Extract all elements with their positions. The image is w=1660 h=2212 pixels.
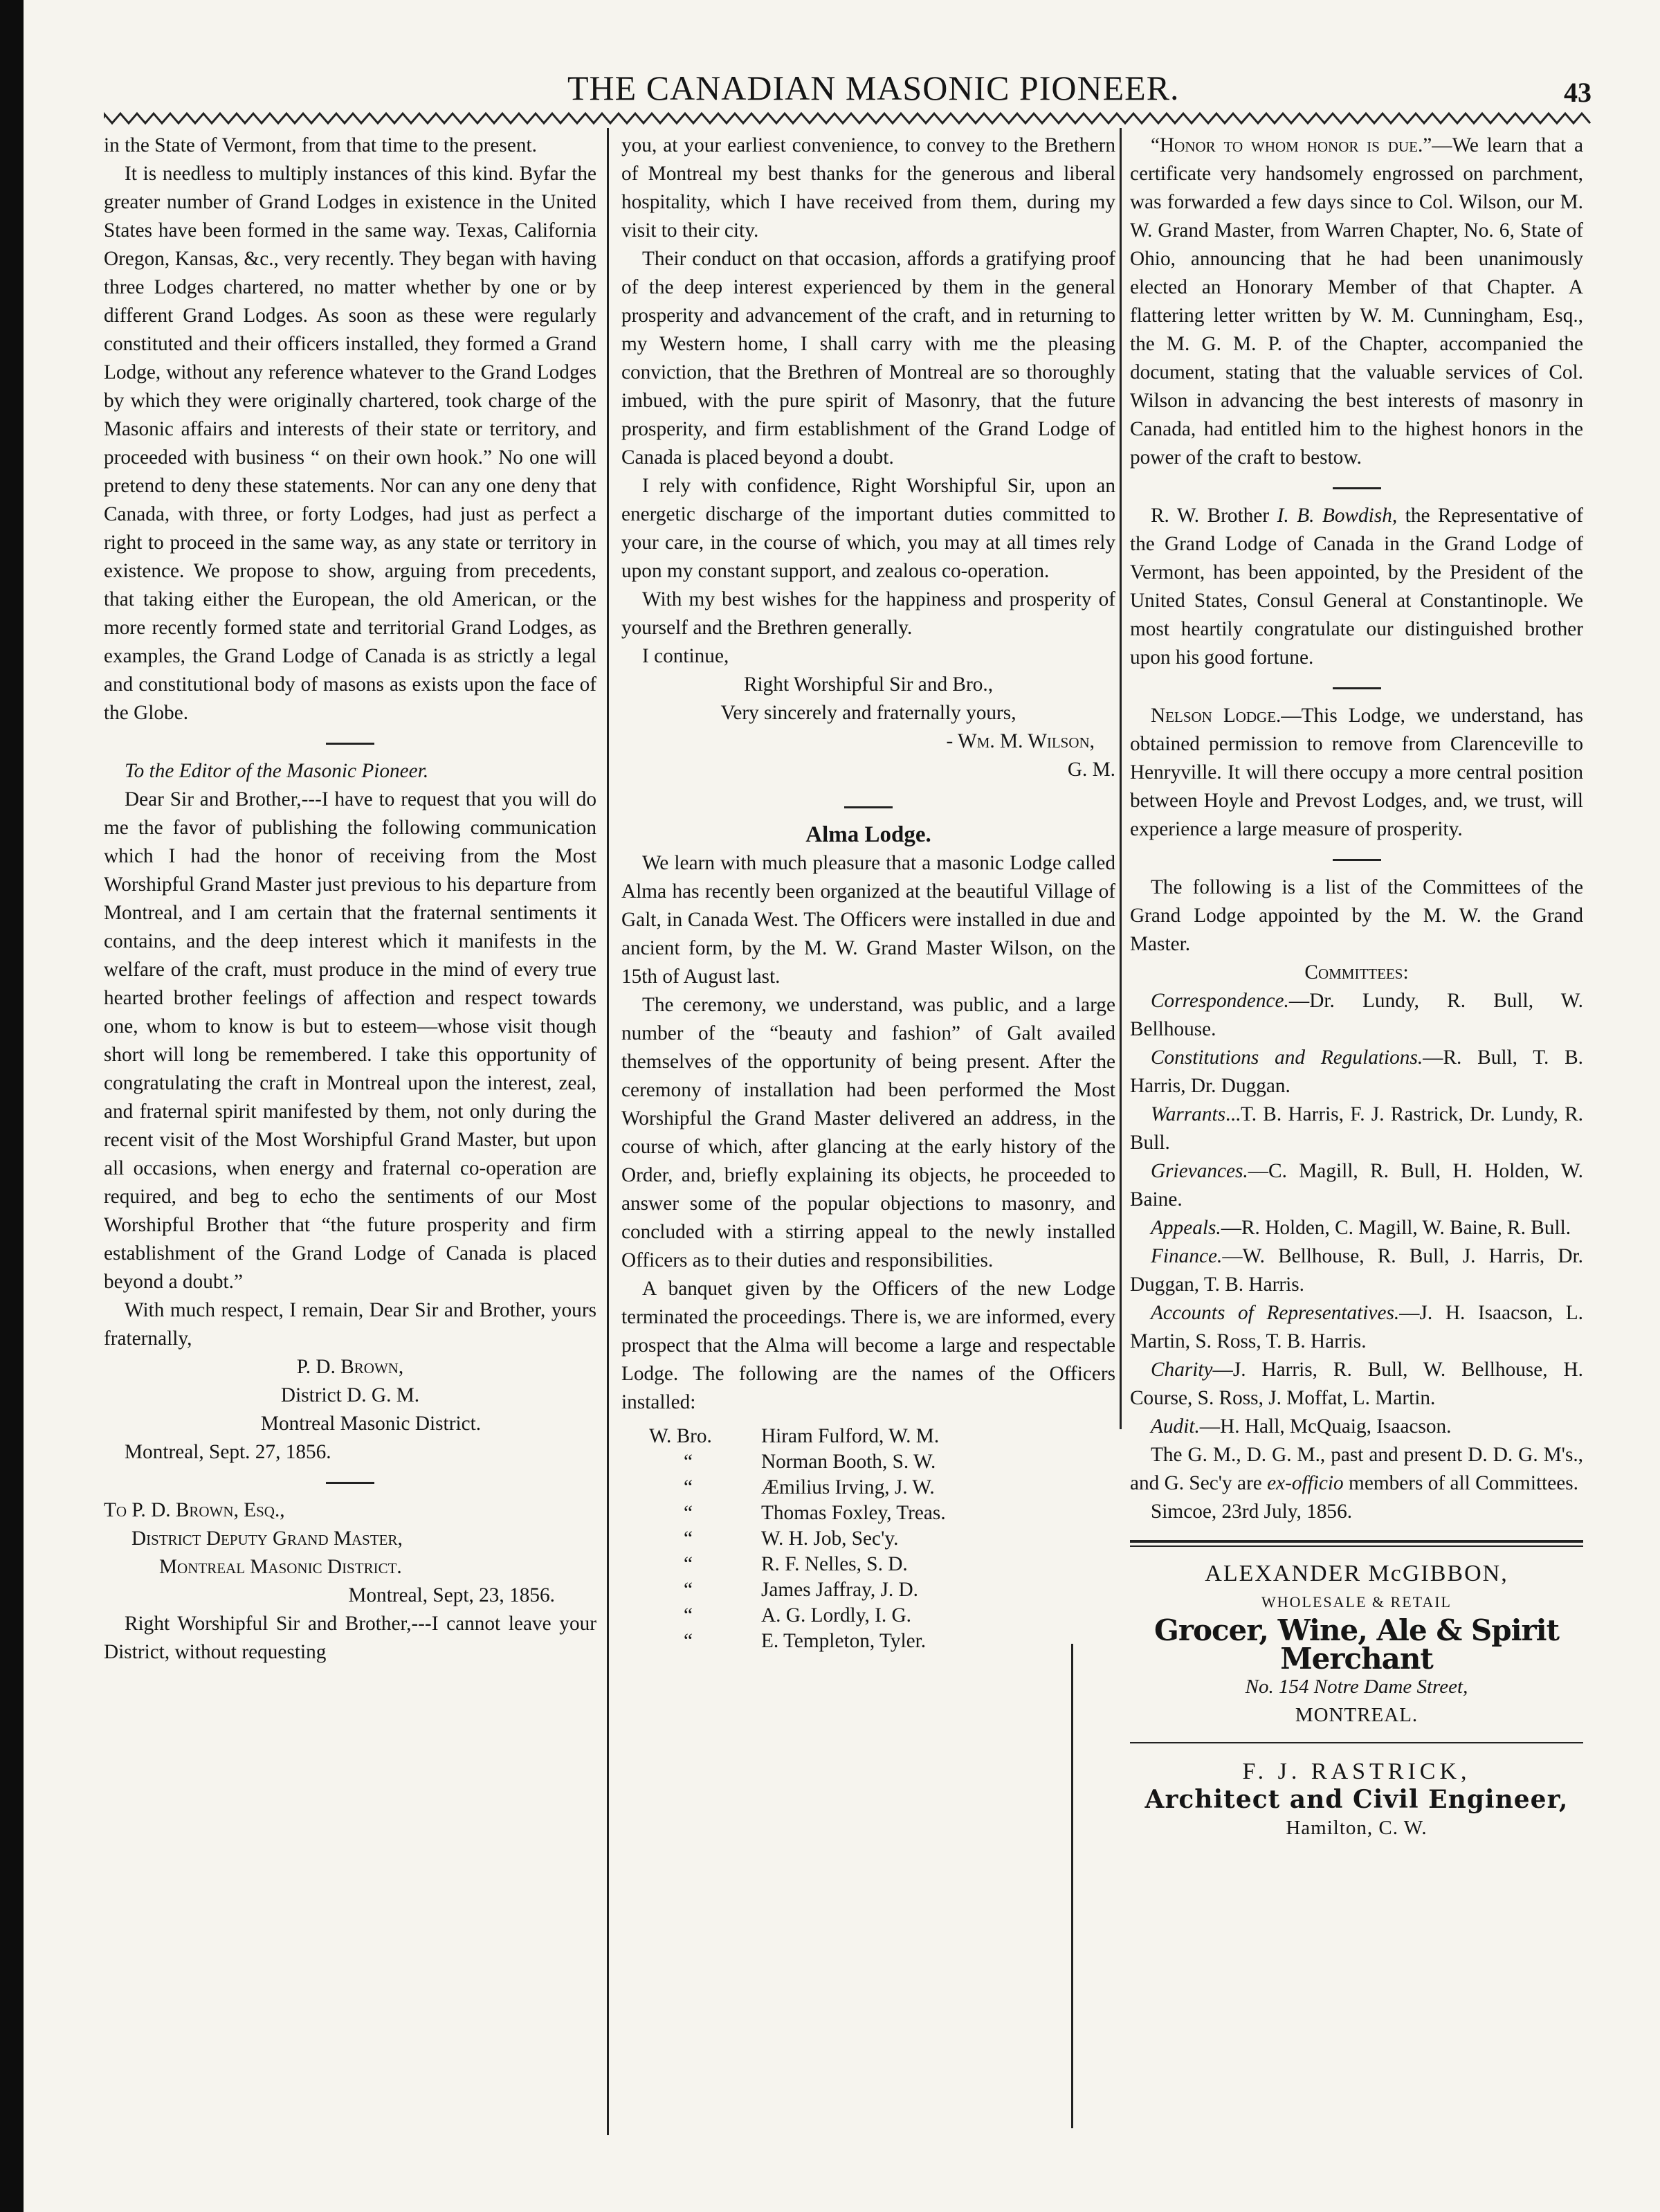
committee-entry [1130, 987, 1583, 1044]
ad-city: Hamilton, C. W. [1286, 1817, 1428, 1839]
paragraph: A banquet given by the Officers of the new Lodge terminated the proceedings. There is, we are informed, every prospect that the Alma will become a large and respectable Lodge. The following are the names of the Officers installed: [621, 1278, 1115, 1413]
paragraph: you, at your earliest convenience, to convey to the Brethern of Montreal my best thanks for the generous and liberal hospitality, which I have received from them, during my visit to their city. [621, 134, 1115, 242]
paragraph: We learn with much pleasure that a masonic Lodge called Alma has recently been organized at the beautiful Village of Galt, in Canada West. The Officers were installed in due and ancient form, by the M. W. Grand Master Wilson, on the 15th of August last. [621, 852, 1115, 988]
paragraph [1130, 502, 1583, 672]
run-in-heading: “Honor to whom honor is due.” [1151, 134, 1432, 156]
header-wavy-rule [104, 109, 1591, 127]
column-rule-2b [1071, 1644, 1073, 2128]
page-header [83, 64, 1605, 112]
officer-name: W. H. Job, Sec'y. [761, 1527, 899, 1550]
section-rule [844, 806, 893, 808]
officer-prefix: “ [684, 1476, 693, 1498]
committee-label: Appeals. [1151, 1217, 1221, 1239]
paragraph: It is needless to multiply instances of this kind. Byfar the greater number of Grand Lodges in existence in the United States have been formed in the same way. Texas, California Oregon, Kansas, &c., very recently. They began with having three Lodges chartered, no matter whether by one or by different Grand Lodges. As soon as these were regularly constituted and their officers installed, they formed a Grand Lodge, without any reference whatever to the Grand Lodges by which they were originally chartered, took charge of the Masonic affairs and interests of their state or territory, and proceeded with business “ on their own hook.” No one will pretend to deny these statements. Nor can any one deny that Canada, with three, or forty Lodges, had just as perfect a right to proceed in the same way, as any state or territory in existence. We propose to show, arguing from precedents, that taking either the European, the old American, or the more recently formed state and territorial Grand Lodges, as examples, the Grand Lodge of Canada is as strictly a legal and constitutional body of masons as exists upon the face of the Globe. [104, 163, 596, 724]
officer-prefix: “ [684, 1553, 693, 1575]
committee-label: Grievances. [1151, 1160, 1248, 1182]
committee-members: ...T. B. Harris, F. J. Rastrick, Dr. Lundy, R. Bull. [1130, 1103, 1583, 1154]
committee-entry [1130, 1413, 1583, 1441]
section-rule [1333, 487, 1381, 489]
committees-heading: Committees: [1304, 961, 1409, 983]
committee-entry [1130, 1214, 1583, 1242]
ad-rule [1130, 1545, 1583, 1547]
paragraph-text: —This Lodge, we understand, has obtained permission to remove from Clarenceville to Henryville. It will there occupy a more central position between Hoyle and Prevost Lodges, and, we trust, will experience a large measure of prosperity. [1130, 705, 1583, 840]
committee-members: —R. Holden, C. Magill, W. Baine, R. Bull. [1221, 1217, 1571, 1239]
committee-entry [1130, 1356, 1583, 1413]
page-number: 43 [1564, 77, 1591, 108]
dateline: Simcoe, 23rd July, 1856. [1151, 1501, 1353, 1523]
committee-members: —W. Bellhouse, R. Bull, J. Harris, Dr. Duggan, T. B. Harris. [1130, 1245, 1583, 1296]
address-line: To P. D. Brown, Esq., [104, 1499, 285, 1521]
officer-row [621, 1424, 1115, 1449]
ad-subtitle: WHOLESALE & RETAIL [1261, 1593, 1452, 1611]
committees-list [1130, 987, 1583, 1441]
closing-line: Right Worshipful Sir and Bro., [743, 673, 994, 696]
paragraph-text: the Representative of the Grand Lodge of Canada in the Grand Lodge of Vermont, has been appointed, by the President of the United States, Consul General at Constantinople. We most heartily congratulate our distinguished brother upon his good fortune. [1130, 505, 1583, 669]
officer-name: A. G. Lordly, I. G. [761, 1604, 911, 1626]
committee-label: Accounts of Representatives. [1151, 1302, 1400, 1324]
letter-date: Montreal, Sept. 27, 1856. [125, 1441, 331, 1463]
paragraph: Their conduct on that occasion, affords a gratifying proof of the deep interest experienced by them in the general prosperity and advancement of the craft, and in returning to my Western home, I shall carry with me the pleasing conviction, that the Brethren of Montreal are so thoroughly imbued, with the pure spirit of Masonry, that the future prosperity, and firm establishment of the Grand Lodge of Canada is placed beyond a doubt. [621, 248, 1115, 469]
officer-row [621, 1577, 1115, 1603]
officer-row [621, 1629, 1115, 1654]
committee-entry [1130, 1157, 1583, 1214]
ad-name: ALEXANDER McGIBBON, [1205, 1561, 1508, 1586]
column-rule-2 [1120, 128, 1122, 1429]
section-rule [1333, 859, 1381, 861]
signature-name: P. D. Brown, [296, 1356, 404, 1378]
paragraph [1130, 1441, 1583, 1498]
officer-row [621, 1552, 1115, 1577]
address-line: Montreal Masonic District. [159, 1556, 402, 1578]
advertisement-rastrick [1130, 1742, 1583, 1842]
letter-heading: To the Editor of the Masonic Pioneer. [125, 760, 429, 782]
committee-members: —R. Bull, T. B. Harris, Dr. Duggan. [1130, 1046, 1583, 1097]
committee-label: Warrants [1151, 1103, 1226, 1125]
scan-edge-shadow [0, 0, 24, 2212]
officer-name: Norman Booth, S. W. [761, 1451, 936, 1473]
officer-name: E. Templeton, Tyler. [761, 1630, 927, 1652]
signature-title: District D. G. M. [280, 1384, 420, 1406]
paragraph: Dear Sir and Brother,---I have to request that you will do me the favor of publishing the following communication which I had the honor of receiving from the Most Worshipful Grand Master just previous to his departure from Montreal, and I am certain that the fraternal sentiments it contains, and the deep interest which it manifests in the welfare of the craft, must produce in the mind of every true hearted brother feelings of affection and respect towards one, whom to know is but to esteem—whose visit though short will long be remembered. I take this opportunity of congratulating the craft in Montreal upon the interest, zeal, and fraternal spirit manifested by them, not only during the recent visit of the Most Worshipful Grand Master, but upon all occasions, when energy and fraternal co-operation are required, and beg to echo the sentiments of our Most Worshipful Brother that “the future prosperity and firm establishment of the Grand Lodge of Canada is placed beyond a doubt.” [104, 788, 597, 1293]
officer-row [621, 1501, 1115, 1526]
letter-date: Montreal, Sept, 23, 1856. [348, 1584, 555, 1606]
officer-prefix: W. Bro. [649, 1425, 712, 1447]
officer-row [621, 1603, 1115, 1629]
officer-prefix: “ [684, 1579, 693, 1601]
closing-signature: - Wm. M. Wilson, [946, 730, 1095, 752]
person-name: I. B. Bowdish, [1277, 505, 1398, 527]
paragraph [1130, 132, 1583, 472]
committee-label: Finance. [1151, 1245, 1223, 1267]
ad-address: No. 154 Notre Dame Street, [1245, 1676, 1468, 1698]
paragraph-text: —We learn that a certificate very handsomely engrossed on parchment, was forwarded a few days since to Col. Wilson, our M. W. Grand Master, from Warren Chapter, No. 6, State of Ohio, announcing that he had been unanimously elected an Honorary Member of that Chapter. A flattering letter written by W. M. Cunningham, Esq., the M. G. M. P. of the Chapter, accompanied the document, stating that the valuable services of Col. Wilson in advancing the best interests of masonry in Canada, had entitled him to the highest honors in the power of the craft to bestow. [1130, 134, 1583, 469]
column-rule-1 [607, 128, 609, 2135]
ad-rule [1130, 1742, 1583, 1743]
section-rule [1333, 687, 1381, 689]
ad-name: F. J. RASTRICK, [1242, 1759, 1471, 1784]
officer-name: R. F. Nelles, S. D. [761, 1553, 908, 1575]
column-1 [104, 132, 596, 1667]
committee-members: —J. Harris, R. Bull, W. Bellhouse, H. Course, S. Ross, J. Moffat, L. Martin. [1130, 1359, 1583, 1409]
column-2 [621, 132, 1115, 1654]
officer-row [621, 1449, 1115, 1475]
officer-row [621, 1526, 1115, 1552]
committee-label: Audit. [1151, 1415, 1200, 1438]
paragraph: in the State of Vermont, from that time to the present. [104, 134, 537, 156]
officer-name: Thomas Foxley, Treas. [761, 1502, 946, 1524]
committee-entry [1130, 1242, 1583, 1299]
paragraph: With much respect, I remain, Dear Sir and Brother, yours fraternally, [104, 1299, 596, 1350]
committee-label: Charity [1151, 1359, 1213, 1381]
officer-prefix: “ [684, 1630, 693, 1652]
paragraph: Right Worshipful Sir and Brother,---I cannot leave your District, without requesting [104, 1613, 596, 1663]
committee-members: —Dr. Lundy, R. Bull, W. Bellhouse. [1130, 990, 1583, 1040]
ad-trade: Grocer, Wine, Ale & Spirit Merchant [1153, 1613, 1560, 1676]
column-3 [1130, 132, 1583, 1842]
paragraph-text: The G. M., D. G. M., past and present D. D. G. M's., and G. Sec'y are [1130, 1444, 1583, 1494]
paragraph [1130, 702, 1583, 844]
committee-members: —J. H. Isaacson, L. Martin, S. Ross, T. B. Harris. [1130, 1302, 1583, 1352]
publication-title: THE CANADIAN MASONIC PIONEER. [567, 69, 1180, 107]
ad-city: MONTREAL. [1295, 1704, 1419, 1726]
officer-prefix: “ [684, 1527, 693, 1550]
committee-members: —C. Magill, R. Bull, H. Holden, W. Baine. [1130, 1160, 1583, 1211]
run-in-heading: Nelson Lodge. [1151, 705, 1282, 727]
ad-trade: Architect and Civil Engineer, [1144, 1785, 1569, 1814]
officer-prefix: “ [684, 1604, 693, 1626]
committee-entry [1130, 1044, 1583, 1100]
italic-term: ex-officio [1267, 1472, 1344, 1494]
committee-members: —H. Hall, McQuaig, Isaacson. [1199, 1415, 1452, 1438]
officer-name: James Jaffray, J. D. [761, 1579, 918, 1601]
closing-line: Very sincerely and fraternally yours, [720, 702, 1016, 724]
section-rule [326, 743, 374, 745]
committee-entry [1130, 1100, 1583, 1157]
section-heading-alma-lodge: Alma Lodge. [805, 822, 931, 847]
closing-title: G. M. [1067, 759, 1115, 781]
officer-prefix: “ [684, 1502, 693, 1524]
officers-list [621, 1424, 1115, 1654]
signature-district: Montreal Masonic District. [260, 1413, 482, 1435]
paragraph: The following is a list of the Committees of the Grand Lodge appointed by the M. W. the Grand Master. [1130, 876, 1583, 955]
committee-label: Constitutions and Regulations. [1151, 1046, 1423, 1069]
section-rule [326, 1482, 374, 1484]
paragraph-text: R. W. Brother [1151, 505, 1277, 527]
officer-name: Hiram Fulford, W. M. [761, 1425, 940, 1447]
committee-label: Correspondence. [1151, 990, 1289, 1012]
paragraph: I continue, [642, 645, 729, 667]
paragraph: The ceremony, we understand, was public, and a large number of the “beauty and fashion” of Galt availed themselves of the opportunity of being present. After the ceremony of installation had been performed the Most Worshipful the Grand Master delivered an address, in the course of which, after glancing at the early history of the Order, and, briefly explaining its objects, he proceeded to answer some of the popular objections to masonry, and concluded with a stirring appeal to the newly installed Officers as to their duties and responsibilities. [621, 994, 1115, 1271]
ad-rule [1130, 1540, 1583, 1543]
officer-prefix: “ [684, 1451, 693, 1473]
paragraph: I rely with confidence, Right Worshipful Sir, upon an energetic discharge of the important duties committed to your care, in the course of which, you may at all times rely upon my constant support, and zealous co-operation. [621, 475, 1115, 582]
officer-name: Æmilius Irving, J. W. [761, 1476, 935, 1498]
address-line: District Deputy Grand Master, [131, 1527, 403, 1550]
advertisement-mcgibbon [1130, 1540, 1583, 1730]
paragraph: With my best wishes for the happiness and prosperity of yourself and the Brethren generally. [621, 588, 1115, 639]
paragraph-text: members of all Committees. [1343, 1472, 1578, 1494]
officer-row [621, 1475, 1115, 1501]
committee-entry [1130, 1299, 1583, 1356]
